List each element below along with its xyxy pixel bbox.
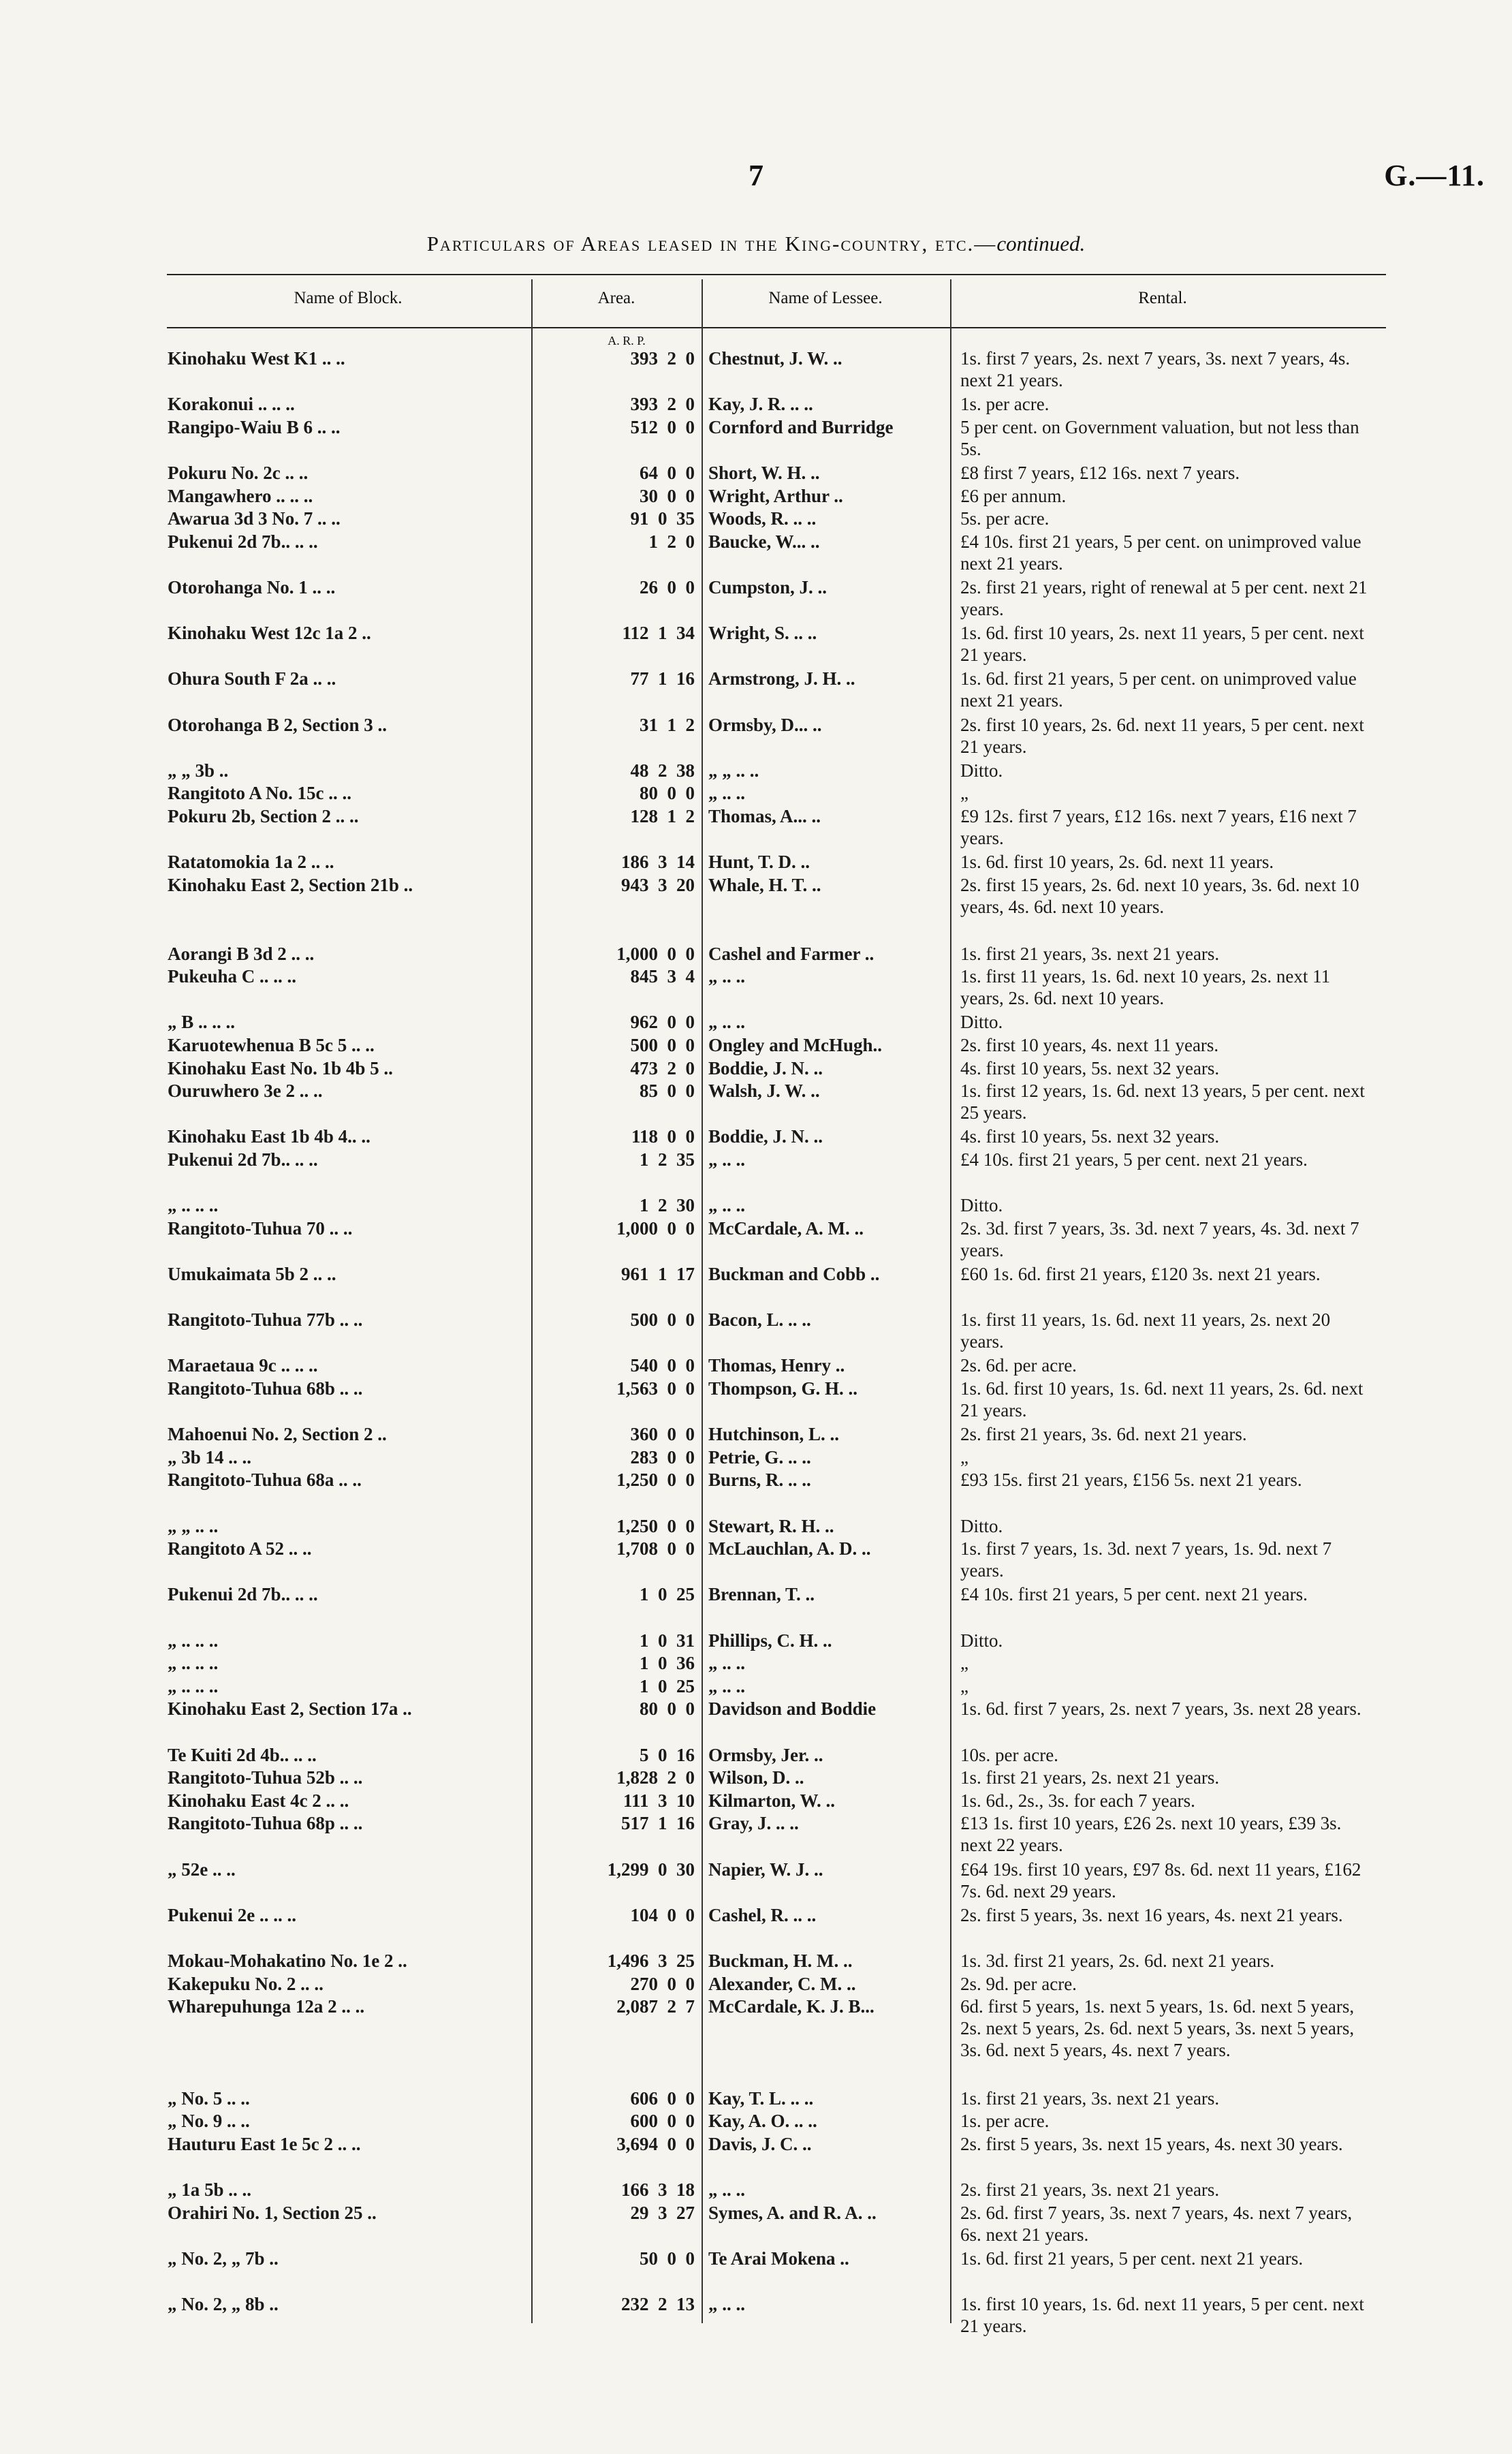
lessee-cell: Boddie, J. N. .. [708,1058,823,1078]
table-title [0,232,1512,256]
block-name-cell: Rangipo-Waiu B 6 .. .. [168,417,341,437]
area-cell: 962 0 0 [630,1012,695,1032]
rental-cell: 1s. first 7 years, 2s. next 7 years, 3s. next 7 years, 4s. next 21 years. [960,348,1351,390]
rental-cell: 1s. first 21 years, 2s. next 21 years. [960,1767,1220,1788]
area-cell: 186 3 14 [621,852,695,872]
rental-cell: 4s. first 10 years, 5s. next 32 years. [960,1126,1220,1147]
block-name-cell: Rangitoto A No. 15c .. .. [168,783,351,803]
lessee-cell: Burns, R. .. .. [708,1470,811,1490]
area-cell: 500 0 0 [630,1309,695,1330]
area-cell: 1 2 35 [640,1149,695,1170]
area-cell: 111 3 10 [623,1790,695,1811]
lessee-cell: „ „ .. .. [708,760,759,781]
lessee-cell: Phillips, C. H. .. [708,1630,832,1651]
block-name-cell: Kinohaku East 1b 4b 4.. .. [168,1126,371,1147]
area-cell: 2,087 2 7 [616,1996,695,2017]
area-cell: 500 0 0 [630,1035,695,1055]
rental-cell: 1s. 3d. first 21 years, 2s. 6d. next 21 years. [960,1951,1275,1971]
rental-cell: Ditto. [960,1630,1003,1651]
rental-cell: £93 15s. first 21 years, £156 5s. next 21 years. [960,1470,1302,1490]
lessee-cell: Brennan, T. .. [708,1584,815,1604]
block-name-cell: Karuotewhenua B 5c 5 .. .. [168,1035,375,1055]
area-cell: 31 1 2 [640,715,695,735]
area-cell: 1,250 0 0 [616,1516,695,1536]
rental-cell: 1s. per acre. [960,2111,1050,2131]
block-name-cell: „ 3b 14 .. .. [168,1447,252,1467]
block-name-cell: Otorohanga No. 1 .. .. [168,577,336,597]
lessee-cell: Ormsby, Jer. .. [708,1745,823,1765]
block-name-cell: Ratatomokia 1a 2 .. .. [168,852,334,872]
header-arp: A. R. P. [608,334,646,347]
block-name-cell: Rangitoto-Tuhua 52b .. .. [168,1767,363,1788]
area-cell: 1 2 0 [648,531,695,552]
rental-cell: £4 10s. first 21 years, 5 per cent. on unimproved value next 21 years. [960,531,1361,574]
area-cell: 80 0 0 [640,1698,695,1719]
block-name-cell: Rangitoto-Tuhua 68a .. .. [168,1470,362,1490]
block-name-cell: „ .. .. .. [168,1676,219,1696]
block-name-cell: Hauturu East 1e 5c 2 .. .. [168,2134,361,2154]
lessee-cell: Armstrong, J. H. .. [708,668,855,689]
block-name-cell: Kinohaku East 2, Section 17a .. [168,1698,412,1719]
lessee-cell: Chestnut, J. W. .. [708,348,842,369]
rental-cell: 1s. first 21 years, 3s. next 21 years. [960,2088,1220,2109]
lessee-cell: Stewart, R. H. .. [708,1516,834,1536]
lessee-cell: Te Arai Mokena .. [708,2248,849,2269]
area-cell: 1 0 36 [640,1653,695,1673]
block-name-cell: Orahiri No. 1, Section 25 .. [168,2203,377,2223]
lessee-cell: Woods, R. .. .. [708,508,817,529]
block-name-cell: Kakepuku No. 2 .. .. [168,1974,324,1994]
rental-cell: 1s. 6d. first 10 years, 2s. next 11 years, 5 per cent. next 21 years. [960,623,1364,665]
lessee-cell: Thompson, G. H. .. [708,1378,858,1399]
block-name-cell: „ No. 2, „ 7b .. [168,2248,279,2269]
area-cell: 1 2 30 [640,1195,695,1215]
lessee-cell: „ .. .. [708,783,745,803]
area-cell: 1,299 0 30 [607,1859,695,1880]
lessee-cell: Baucke, W... .. [708,531,820,552]
table-title-lead: Particulars of Areas leased in the King-country, etc.— [426,232,997,255]
area-cell: 961 1 17 [621,1264,695,1284]
area-cell: 1,000 0 0 [616,944,695,964]
rental-cell: 2s. first 10 years, 2s. 6d. next 11 years, 5 per cent. next 21 years. [960,715,1364,757]
lessee-cell: Cashel, R. .. .. [708,1905,817,1925]
block-name-cell: Kinohaku East No. 1b 4b 5 .. [168,1058,393,1078]
block-name-cell: Rangitoto-Tuhua 68p .. .. [168,1813,363,1833]
lessee-cell: Short, W. H. .. [708,463,820,483]
lessee-cell: Kay, J. R. .. .. [708,394,813,414]
lessee-cell: „ .. .. [708,1195,745,1215]
area-cell: 517 1 16 [621,1813,695,1833]
rental-cell: 1s. 6d., 2s., 3s. for each 7 years. [960,1790,1195,1811]
rental-cell: 1s. 6d. first 21 years, 5 per cent. on unimproved value next 21 years. [960,668,1357,711]
rental-cell: 2s. 9d. per acre. [960,1974,1077,1994]
block-name-cell: Te Kuiti 2d 4b.. .. .. [168,1745,317,1765]
lessee-cell: „ .. .. [708,2294,745,2314]
block-name-cell: Rangitoto-Tuhua 77b .. .. [168,1309,363,1330]
area-cell: 29 3 27 [630,2203,695,2223]
rental-cell: 1s. 6d. first 21 years, 5 per cent. next 21 years. [960,2248,1304,2269]
area-cell: 26 0 0 [640,577,695,597]
rental-cell: £13 1s. first 10 years, £26 2s. next 10 years, £39 3s. next 22 years. [960,1813,1342,1855]
lessee-cell: McLauchlan, A. D. .. [708,1538,871,1559]
block-name-cell: Ohura South F 2a .. .. [168,668,336,689]
lessee-cell: Petrie, G. .. .. [708,1447,811,1467]
rental-cell: 1s. first 11 years, 1s. 6d. next 11 years, 2s. next 20 years. [960,1309,1331,1352]
block-name-cell: Rangitoto-Tuhua 68b .. .. [168,1378,363,1399]
rental-cell: „ [960,1653,968,1673]
lessee-cell: Thomas, Henry .. [708,1355,845,1376]
area-cell: 1,250 0 0 [616,1470,695,1490]
block-name-cell: Umukaimata 5b 2 .. .. [168,1264,336,1284]
area-cell: 473 2 0 [630,1058,695,1078]
block-name-cell: Aorangi B 3d 2 .. .. [168,944,315,964]
rental-cell: Ditto. [960,1195,1003,1215]
block-name-cell: Pukenui 2e .. .. .. [168,1905,297,1925]
lessee-cell: Wilson, D. .. [708,1767,804,1788]
area-cell: 104 0 0 [630,1905,695,1925]
block-name-cell: Rangitoto-Tuhua 70 .. .. [168,1218,353,1239]
block-name-cell: Pukenui 2d 7b.. .. .. [168,1584,318,1604]
lessee-cell: Bacon, L. .. .. [708,1309,811,1330]
block-name-cell: Pukeuha C .. .. .. [168,966,297,987]
block-name-cell: „ .. .. .. [168,1653,219,1673]
area-cell: 48 2 38 [630,760,695,781]
lessee-cell: „ .. .. [708,2179,745,2200]
block-name-cell: „ No. 5 .. .. [168,2088,250,2109]
rental-cell: Ditto. [960,1516,1003,1536]
rental-cell: 2s. first 21 years, 3s. next 21 years. [960,2179,1220,2200]
area-cell: 540 0 0 [630,1355,695,1376]
rental-cell: 2s. first 5 years, 3s. next 16 years, 4s. next 21 years. [960,1905,1343,1925]
rental-cell: 1s. first 21 years, 3s. next 21 years. [960,944,1220,964]
area-cell: 91 0 35 [630,508,695,529]
block-name-cell: Wharepuhunga 12a 2 .. .. [168,1996,365,2017]
block-name-cell: Pukenui 2d 7b.. .. .. [168,1149,318,1170]
area-cell: 3,694 0 0 [616,2134,695,2154]
rental-cell: 1s. first 11 years, 1s. 6d. next 10 years, 2s. next 11 years, 2s. 6d. next 10 years. [960,966,1331,1008]
rental-cell: 2s. first 10 years, 4s. next 11 years. [960,1035,1219,1055]
rental-cell: £60 1s. 6d. first 21 years, £120 3s. next 21 years. [960,1264,1321,1284]
block-name-cell: Kinohaku East 4c 2 .. .. [168,1790,349,1811]
rental-cell: 2s. 3d. first 7 years, 3s. 3d. next 7 years, 4s. 3d. next 7 years. [960,1218,1359,1260]
rental-cell: 1s. first 7 years, 1s. 3d. next 7 years, 1s. 9d. next 7 years. [960,1538,1332,1581]
area-cell: 30 0 0 [640,486,695,506]
area-cell: 283 0 0 [630,1447,695,1467]
lessee-cell: „ .. .. [708,1012,745,1032]
block-name-cell: Awarua 3d 3 No. 7 .. .. [168,508,341,529]
block-name-cell: Mahoenui No. 2, Section 2 .. [168,1424,387,1444]
area-cell: 1,496 3 25 [607,1951,695,1971]
lessee-cell: McCardale, A. M. .. [708,1218,864,1239]
lessee-cell: McCardale, K. J. B... [708,1996,875,2017]
block-name-cell: „ B .. .. .. [168,1012,236,1032]
lessee-cell: Napier, W. J. .. [708,1859,823,1880]
lessee-cell: „ .. .. [708,1653,745,1673]
lessee-cell: Boddie, J. N. .. [708,1126,823,1147]
rental-cell: Ditto. [960,760,1003,781]
block-name-cell: Pokuru 2b, Section 2 .. .. [168,806,359,826]
rental-cell: 2s. 6d. first 7 years, 3s. next 7 years, 4s. next 7 years, 6s. next 21 years. [960,2203,1353,2245]
area-cell: 128 1 2 [630,806,695,826]
block-name-cell: Pukenui 2d 7b.. .. .. [168,531,318,552]
rental-cell: 5 per cent. on Government valuation, but not less than 5s. [960,417,1359,459]
lessee-cell: Cashel and Farmer .. [708,944,875,964]
rental-cell: £9 12s. first 7 years, £12 16s. next 7 years, £16 next 7 years. [960,806,1357,848]
rental-cell: 10s. per acre. [960,1745,1058,1765]
area-cell: 1,000 0 0 [616,1218,695,1239]
block-name-cell: „ „ 3b .. [168,760,229,781]
area-cell: 1,708 0 0 [616,1538,695,1559]
header-bottom-rule [167,327,1386,328]
area-cell: 1 0 31 [640,1630,695,1651]
area-cell: 1 0 25 [640,1676,695,1696]
table-title-continued: continued. [996,232,1086,255]
rental-cell: 1s. 6d. first 7 years, 2s. next 7 years, 3s. next 28 years. [960,1698,1361,1719]
area-cell: 270 0 0 [630,1974,695,1994]
lessee-cell: Hunt, T. D. .. [708,852,810,872]
block-name-cell: Mokau-Mohakatino No. 1e 2 .. [168,1951,407,1971]
lessee-cell: „ .. .. [708,1676,745,1696]
area-cell: 166 3 18 [621,2179,695,2200]
block-name-cell: Maraetaua 9c .. .. .. [168,1355,318,1376]
rental-cell: „ [960,1676,968,1696]
lessee-cell: Gray, J. .. .. [708,1813,799,1833]
lessee-cell: Ormsby, D... .. [708,715,822,735]
block-name-cell: Kinohaku East 2, Section 21b .. [168,875,413,895]
lease-table [0,347,1512,2336]
area-cell: 943 3 20 [621,875,695,895]
block-name-cell: Otorohanga B 2, Section 3 .. [168,715,388,735]
lessee-cell: Symes, A. and R. A. .. [708,2203,877,2223]
rental-cell: „ [960,783,968,803]
page-number: 7 [749,159,763,192]
rental-cell: 2s. first 21 years, 3s. 6d. next 21 years. [960,1424,1247,1444]
lessee-cell: Wright, S. .. .. [708,623,817,643]
header-lessee: Name of Lessee. [768,289,883,307]
lessee-cell: Kay, A. O. .. .. [708,2111,817,2131]
block-name-cell: Rangitoto A 52 .. .. [168,1538,312,1559]
lessee-cell: Walsh, J. W. .. [708,1081,820,1101]
area-cell: 50 0 0 [640,2248,695,2269]
block-name-cell: Mangawhero .. .. .. [168,486,313,506]
area-cell: 118 0 0 [631,1126,695,1147]
lessee-cell: Cumpston, J. .. [708,577,828,597]
block-name-cell: „ „ .. .. [168,1516,219,1536]
area-cell: 360 0 0 [630,1424,695,1444]
area-cell: 112 1 34 [622,623,695,643]
rental-cell: 1s. 6d. first 10 years, 2s. 6d. next 11 years. [960,852,1274,872]
document-reference: G.—11. [1384,159,1485,192]
rental-cell: 1s. first 12 years, 1s. 6d. next 13 years, 5 per cent. next 25 years. [960,1081,1365,1123]
rental-cell: 1s. per acre. [960,394,1050,414]
lessee-cell: Davidson and Boddie [708,1698,877,1719]
block-name-cell: „ .. .. .. [168,1630,219,1651]
block-name-cell: Kinohaku West K1 .. .. [168,348,345,369]
area-cell: 5 0 16 [640,1745,695,1765]
area-cell: 393 2 0 [630,394,695,414]
area-cell: 232 2 13 [621,2294,695,2314]
rental-cell: £4 10s. first 21 years, 5 per cent. next 21 years. [960,1584,1308,1604]
rental-cell: Ditto. [960,1012,1003,1032]
area-cell: 77 1 16 [630,668,695,689]
lessee-cell: Cornford and Burridge [708,417,894,437]
rental-cell: £8 first 7 years, £12 16s. next 7 years. [960,463,1240,483]
area-cell: 845 3 4 [630,966,695,987]
lessee-cell: Ongley and McHugh.. [708,1035,883,1055]
block-name-cell: „ .. .. .. [168,1195,219,1215]
area-cell: 85 0 0 [640,1081,695,1101]
block-name-cell: „ 52e .. .. [168,1859,236,1880]
lessee-cell: Hutchinson, L. .. [708,1424,840,1444]
lessee-cell: Thomas, A... .. [708,806,821,826]
area-cell: 80 0 0 [640,783,695,803]
lessee-cell: Wright, Arthur .. [708,486,843,506]
lessee-cell: Kilmarton, W. .. [708,1790,836,1811]
lessee-cell: „ .. .. [708,966,745,987]
rental-cell: 2s. first 21 years, right of renewal at 5 per cent. next 21 years. [960,577,1368,619]
block-name-cell: „ No. 9 .. .. [168,2111,250,2131]
header-area: Area. [597,289,635,307]
lessee-cell: „ .. .. [708,1149,745,1170]
area-cell: 512 0 0 [630,417,695,437]
block-name-cell: „ No. 2, „ 8b .. [168,2294,279,2314]
area-cell: 1,828 2 0 [616,1767,695,1788]
header-top-rule [167,274,1386,275]
area-cell: 1 0 25 [640,1584,695,1604]
rental-cell: 4s. first 10 years, 5s. next 32 years. [960,1058,1220,1078]
area-cell: 600 0 0 [630,2111,695,2131]
lessee-cell: Buckman and Cobb .. [708,1264,880,1284]
rental-cell: £4 10s. first 21 years, 5 per cent. next 21 years. [960,1149,1308,1170]
block-name-cell: Korakonui .. .. .. [168,394,295,414]
rental-cell: 1s. 6d. first 10 years, 1s. 6d. next 11 years, 2s. 6d. next 21 years. [960,1378,1364,1420]
area-cell: 606 0 0 [630,2088,695,2109]
rental-cell: £64 19s. first 10 years, £97 8s. 6d. next 11 years, £162 7s. 6d. next 29 years. [960,1859,1361,1901]
lessee-cell: Kay, T. L. .. .. [708,2088,814,2109]
rental-cell: „ [960,1447,968,1467]
area-cell: 1,563 0 0 [616,1378,695,1399]
rental-cell: £6 per annum. [960,486,1067,506]
rental-cell: 2s. 6d. per acre. [960,1355,1077,1376]
rental-cell: 5s. per acre. [960,508,1050,529]
lessee-cell: Alexander, C. M. .. [708,1974,856,1994]
header-block: Name of Block. [294,289,403,307]
area-cell: 393 2 0 [630,348,695,369]
block-name-cell: Pokuru No. 2c .. .. [168,463,309,483]
block-name-cell: Kinohaku West 12c 1a 2 .. [168,623,371,643]
block-name-cell: Ouruwhero 3e 2 .. .. [168,1081,323,1101]
block-name-cell: „ 1a 5b .. .. [168,2179,252,2200]
lessee-cell: Buckman, H. M. .. [708,1951,853,1971]
lessee-cell: Whale, H. T. .. [708,875,821,895]
lessee-cell: Davis, J. C. .. [708,2134,812,2154]
rental-cell: 6d. first 5 years, 1s. next 5 years, 1s. 6d. next 5 years, 2s. next 5 years, 2s. 6d. next 5 years, 3s. next 5 years, 3s. 6d. next 5 years, 4s. next 7 years. [960,1996,1355,2060]
header-rental: Rental. [1138,289,1187,307]
rental-cell: 2s. first 5 years, 3s. next 15 years, 4s. next 30 years. [960,2134,1343,2154]
rental-cell: 1s. first 10 years, 1s. 6d. next 11 years, 5 per cent. next 21 years. [960,2294,1364,2336]
area-cell: 64 0 0 [640,463,695,483]
rental-cell: 2s. first 15 years, 2s. 6d. next 10 years, 3s. 6d. next 10 years, 4s. 6d. next 10 years. [960,875,1359,917]
